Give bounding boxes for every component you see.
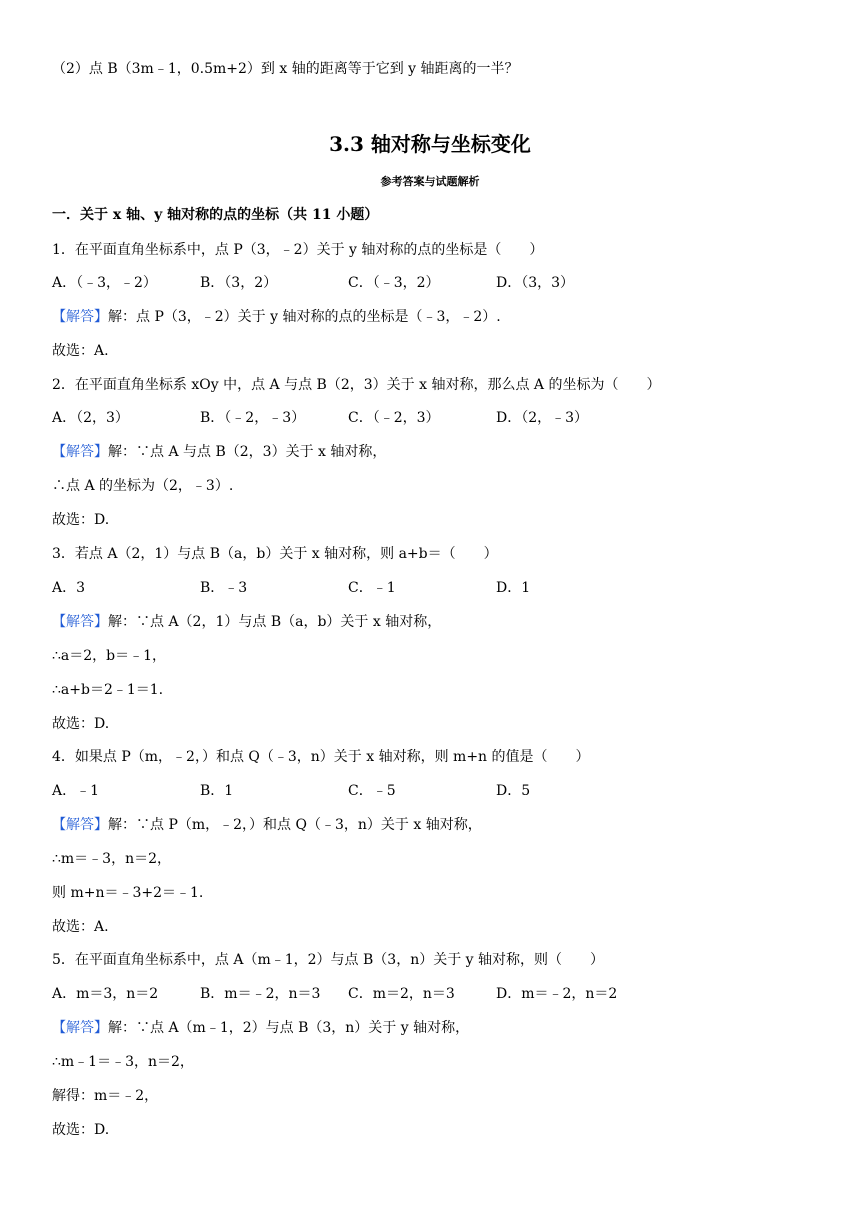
- question-5-choice: 故选：D.: [52, 1122, 110, 1138]
- question-2-solution-line-1: [52, 442, 386, 462]
- option-b: B．（﹣2，﹣3）: [200, 410, 306, 426]
- question-4-solution-line-3: 则 m+n＝﹣3+2＝﹣1.: [52, 885, 204, 901]
- question-5-options: [52, 984, 644, 1004]
- question-2-solution-line-2: ∴点 A 的坐标为（2，﹣3）.: [52, 478, 234, 494]
- option-b: B．﹣3: [200, 580, 248, 596]
- option-a: A．m＝3，n＝2: [52, 986, 159, 1002]
- answer-tag: 【解答】: [52, 444, 108, 460]
- question-1-choice: 故选：A.: [52, 343, 109, 359]
- question-3-stem: 3．若点 A（2，1）与点 B（a，b）关于 x 轴对称，则 a+b＝（ ）: [52, 546, 498, 562]
- question-5-stem: 5．在平面直角坐标系中，点 A（m﹣1，2）与点 B（3，n）关于 y 轴对称，则（ ）: [52, 952, 605, 968]
- option-c: C．﹣1: [348, 580, 396, 596]
- answer-tag: 【解答】: [52, 1020, 108, 1036]
- option-b: B．1: [200, 783, 234, 799]
- question-2-stem: 2．在平面直角坐标系 xOy 中，点 A 与点 B（2，3）关于 x 轴对称，那么点 A 的坐标为（ ）: [52, 377, 661, 393]
- option-b: B．m＝﹣2，n＝3: [200, 986, 321, 1002]
- solution-text: 解：点 P（3，﹣2）关于 y 轴对称的点的坐标是（﹣3，﹣2）.: [108, 309, 501, 325]
- option-d: D．5: [496, 783, 531, 799]
- page-title: 3.3 轴对称与坐标变化: [329, 132, 531, 156]
- option-a: A．3: [52, 580, 86, 596]
- option-c: C．m＝2，n＝3: [348, 986, 455, 1002]
- option-c: C．（﹣3，2）: [348, 275, 440, 291]
- option-d: D．（2，﹣3）: [496, 410, 589, 426]
- answer-tag: 【解答】: [52, 309, 108, 325]
- option-c: C．﹣5: [348, 783, 396, 799]
- answer-tag: 【解答】: [52, 817, 108, 833]
- solution-text: 解：∵点 A 与点 B（2，3）关于 x 轴对称，: [108, 444, 387, 460]
- solution-text: 解：∵点 A（m﹣1，2）与点 B（3，n）关于 y 轴对称，: [108, 1020, 470, 1036]
- option-d: D．1: [496, 580, 531, 596]
- option-d: D．m＝﹣2，n＝2: [496, 986, 618, 1002]
- option-a: A．（2，3）: [52, 410, 129, 426]
- question-4-solution-line-1: [52, 815, 482, 835]
- question-2-choice: 故选：D.: [52, 512, 110, 528]
- solution-text: 解：∵点 A（2，1）与点 B（a，b）关于 x 轴对称，: [108, 614, 442, 630]
- question-4-solution-line-2: ∴m＝﹣3，n＝2，: [52, 851, 172, 867]
- question-1-options: [52, 273, 644, 293]
- question-4-options: [52, 781, 644, 801]
- option-a: A．﹣1: [52, 783, 100, 799]
- question-5-solution-line-3: 解得：m＝﹣2，: [52, 1088, 159, 1104]
- question-1-stem: 1．在平面直角坐标系中，点 P（3，﹣2）关于 y 轴对称的点的坐标是（ ）: [52, 242, 544, 258]
- solution-text: 解：∵点 P（m，﹣2，）和点 Q（﹣3，n）关于 x 轴对称，: [108, 817, 482, 833]
- question-3-solution-line-3: ∴a+b＝2﹣1＝1.: [52, 682, 164, 698]
- question-5-solution-line-2: ∴m﹣1＝﹣3，n＝2，: [52, 1054, 194, 1070]
- page-subtitle: 参考答案与试题解析: [380, 175, 480, 188]
- question-3-solution-line-1: [52, 612, 441, 632]
- question-3-options: [52, 578, 644, 598]
- question-3-solution-line-2: ∴a＝2，b＝﹣1，: [52, 648, 167, 664]
- previous-question-part-2: （2）点 B（3m﹣1，0.5m+2）到 x 轴的距离等于它到 y 轴距离的一半？: [52, 61, 519, 77]
- option-c: C．（﹣2，3）: [348, 410, 440, 426]
- section-heading: 一．关于 x 轴、y 轴对称的点的坐标（共 11 小题）: [52, 207, 379, 223]
- option-a: A．（﹣3，﹣2）: [52, 275, 157, 291]
- question-1-solution-line-1: [52, 307, 501, 327]
- option-d: D．（3，3）: [496, 275, 575, 291]
- question-4-stem: 4．如果点 P（m，﹣2，）和点 Q（﹣3，n）关于 x 轴对称，则 m+n 的值是（ ）: [52, 749, 590, 765]
- question-5-solution-line-1: [52, 1018, 469, 1038]
- answer-tag: 【解答】: [52, 614, 108, 630]
- question-3-choice: 故选：D.: [52, 716, 110, 732]
- question-2-options: [52, 408, 644, 428]
- option-b: B．（3，2）: [200, 275, 278, 291]
- question-4-choice: 故选：A.: [52, 919, 109, 935]
